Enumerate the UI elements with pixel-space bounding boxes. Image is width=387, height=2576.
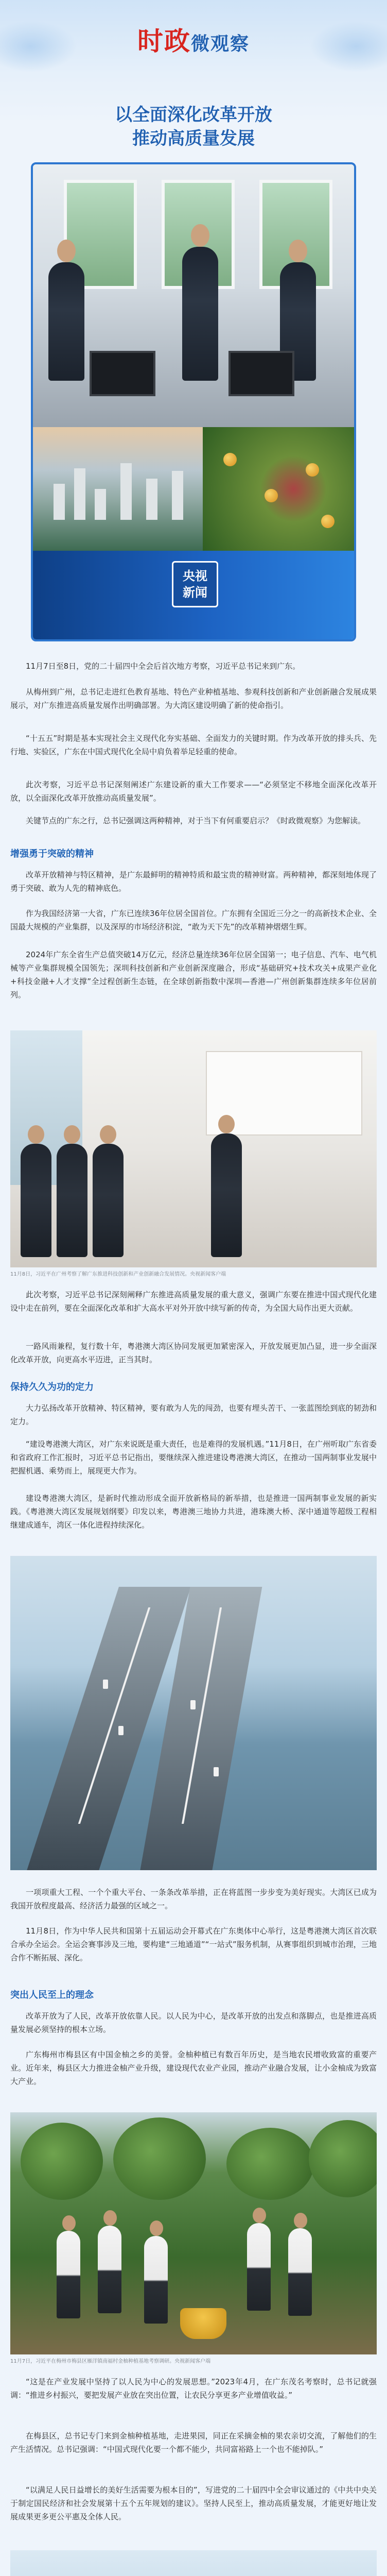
tree	[21, 2123, 103, 2200]
person-figure	[48, 262, 84, 381]
fruit-basket	[180, 2308, 226, 2339]
headline-line-1: 以全面深化改革开放	[115, 105, 272, 125]
paragraph: 从梅州到广州，总书记走进红色教育基地、特色产业种植基地、参观科技创新和产业创新融合发展成果展示，对广东推进高质量发展作出明确部署。为大湾区建设明确了新的使命指引。	[10, 687, 377, 710]
paragraph: “十五五”时期是基本实现社会主义现代化夯实基础、全面发力的关键时期。作为改革开放的排头兵、先行地、实验区，广东在中国式现代化全局中肩负着举足轻重的使命。	[10, 734, 377, 756]
vehicle	[190, 1700, 196, 1709]
headline-line-2: 推动高质量发展	[132, 128, 255, 149]
paragraph: “建设粤港澳大湾区，对广东来说既是重大责任，也是难得的发展机遇。”11月8日，在广州听取广东省委和省政府工作汇报时，习近平总书记指出，要继续深入推进建设粤港澳大湾区，在推动一国两制事业发展中把握机遇、乘势而上，展现更大作为。	[10, 1439, 377, 1476]
vehicle	[214, 1767, 219, 1776]
paragraph: 大力弘扬改革开放精神、特区精神，要有敢为人先的闯劲，也要有埋头苦干、一张蓝图绘到底的韧劲和定力。	[10, 1403, 377, 1426]
paragraph: “以满足人民日益增长的美好生活需要为根本目的”，写进党的二十届四中全会审议通过的《中共中央关于制定国民经济和社会发展第十五个五年规划的建议》。坚持人民至上，推动高质量发展，才能更好地让发展成果更多更公平惠及全体人民。	[10, 2485, 377, 2521]
tree	[226, 2128, 314, 2200]
tree	[309, 2120, 377, 2197]
fruit	[223, 453, 237, 466]
article-headline	[0, 103, 387, 150]
paragraph: 在梅县区，总书记专门来到金柚种植基地，走进果园，同正在采摘金柚的果农亲切交流，了解他们的生产生活情况。总书记强调：“中国式现代化要一个都不能少，共同富裕路上一个也不能掉队。”	[10, 2431, 377, 2454]
paragraph: 11月8日，作为中华人民共和国第十五届运动会开幕式在广东奥体中心举行，这是粤港澳大湾区首次联合承办全运会。全运会赛事涉及三地，要构建“三地通道”“一站式”服务机制，从赛事组织到城市治理，三地合作不断拓展、深化。	[10, 1926, 377, 1962]
paragraph: “这是在产业发展中坚持了以人民为中心的发展思想。”2023年4月，在广东茂名考察时，总书记就强调：“推进乡村振兴，要把发展产业放在突出位置，让农民分享更多产业增值收益。”	[10, 2377, 377, 2400]
paragraph: 建设粤港澳大湾区，是新时代推动形成全面开放新格局的新举措，也是推进一国两制事业发展的新实践。《粤港澳大湾区发展规划纲要》印发以来，粤港澳三地协力共进，港珠澳大桥、深中通道等超级工程相继建成通车，湾区一体化进程持续深化。	[10, 1494, 377, 1530]
person-figure	[21, 1144, 51, 1257]
person-figure	[98, 2226, 121, 2313]
photo-caption: 11月7日，习近平在梅州市梅县区雁洋镇南福村金柚种植基地考察调研。央视新闻客户端	[10, 2359, 211, 2364]
logo-line-1: 央视	[183, 569, 207, 583]
person-figure	[57, 1144, 87, 1257]
person-figure	[211, 1133, 242, 1257]
display-screen	[90, 351, 155, 396]
photo-bridge-aerial	[10, 1556, 377, 1870]
person-figure	[57, 2231, 80, 2318]
building	[54, 484, 65, 520]
person-figure	[247, 2223, 271, 2311]
cctv-news-logo	[172, 561, 218, 607]
column-title-blue: 微观察	[190, 33, 250, 55]
fruit	[306, 463, 319, 477]
display-screen	[228, 351, 294, 396]
building	[172, 471, 183, 520]
paragraph: 此次考察，习近平总书记深刻阐述广东建设新的重大工作要求——“必须坚定不移地全面深化改革开放，以全面深化改革开放推动高质量发展”。	[10, 780, 377, 803]
photo-caption: 11月8日，习近平在广州考察了解广东推进科技创新和产业创新融合发展情况。央视新闻客户端	[10, 1272, 226, 1277]
paragraph: 一路风雨兼程，复行数十年，粤港澳大湾区协同发展更加紧密深入，开放发展更加凸显，进一步全面深化改革开放，向更高水平迈进，正当其时。	[10, 1342, 377, 1364]
tree	[113, 2117, 206, 2200]
vehicle	[103, 1680, 108, 1689]
photo-orchard-visit	[10, 2112, 377, 2354]
column-title-red: 时政	[137, 26, 191, 56]
vehicle	[118, 1726, 124, 1735]
photo-indoor-visit	[10, 1030, 377, 1267]
logo-line-2: 新闻	[183, 585, 207, 600]
person-figure	[288, 2228, 312, 2316]
section-heading: 保持久久为功的定力	[10, 1382, 94, 1393]
paragraph: 此次考察，习近平总书记深刻阐释广东推进高质量发展的重大意义，强调广东要在推进中国式现代化建设中走在前列，要在全面深化改革和扩大高水平对外开放中续写新的传奇，为全国大局作出更大贡献。	[10, 1290, 377, 1313]
building	[95, 489, 106, 520]
paragraph: 关键节点的广东之行，总书记强调这两种精神，对于当下有何重要启示？《时政微观察》为您解读。	[26, 816, 366, 825]
building	[146, 479, 157, 520]
building	[74, 468, 85, 520]
paragraph: 改革开放为了人民，改革开放依靠人民。以人民为中心，是改革开放的出发点和落脚点，也是推进高质量发展必须坚持的根本立场。	[10, 2011, 377, 2034]
hero-image-collage	[31, 162, 356, 641]
fruit	[265, 489, 278, 502]
column-title	[0, 21, 387, 58]
section-heading: 增强勇于突破的精神	[10, 849, 94, 859]
hero-photo-main	[33, 164, 354, 427]
fruit	[321, 515, 335, 528]
paragraph: 11月7日至8日，党的二十届四中全会后首次地方考察，习近平总书记来到广东。	[26, 662, 301, 671]
person-figure	[144, 2236, 168, 2324]
hero-photo-city	[33, 427, 203, 551]
paragraph: 2024年广东全省生产总值突破14万亿元，经济总量连续36年位居全国第一；电子信息、汽车、电气机械等产业集群规模全国领先；深圳科技创新和产业创新深度融合，形成“基础研究+技术攻关+成果产业化+科技金融+人才支撑”全过程创新生态链，在全球创新指数中深圳—香港—广州创新集群连续多年位居前列。	[10, 950, 377, 999]
person-figure	[182, 247, 218, 381]
paragraph: 一项项重大工程、一个个重大平台、一条条改革举措，正在将蓝图一步步变为美好现实。大湾区已成为我国开放程度最高、经济活力最强的区域之一。	[10, 1888, 377, 1910]
building	[120, 463, 132, 520]
paragraph: 作为我国经济第一大省，广东已连续36年位居全国首位。广东拥有全国近三分之一的高新技术企业、全国最大规模的产业集群，以及深厚的市场经济积淀，“敢为天下先”的改革精神熠熠生辉。	[10, 909, 377, 931]
photo-sea-bridge	[10, 2550, 377, 2576]
person-figure	[93, 1144, 124, 1257]
paragraph: 改革开放精神与特区精神，是广东最鲜明的精神特质和最宝贵的精神财富。两种精神，都深刻地体现了勇于突破、敢为人先的精神底色。	[10, 870, 377, 893]
section-heading: 突出人民至上的理念	[10, 1990, 94, 2001]
paragraph: 广东梅州市梅县区有中国金柚之乡的美誉。金柚种植已有数百年历史，是当地农民增收致富的重要产业。近年来，梅县区大力推进金柚产业升级，建设现代农业产业园，推动产业融合发展，让小金柚成为致富大产业。	[10, 2050, 377, 2086]
hero-photo-fruit	[203, 427, 354, 551]
